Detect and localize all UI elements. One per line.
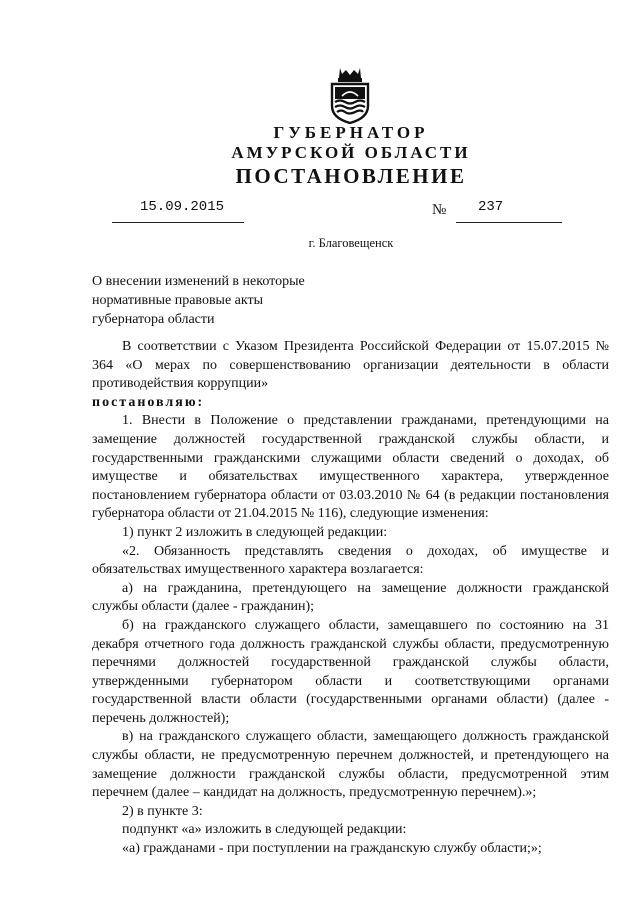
header-title-region: АМУРСКОЙ ОБЛАСТИ: [231, 143, 471, 162]
amur-region-coat-of-arms-icon: [328, 66, 372, 124]
subject-line: О внесении изменений в некоторые: [92, 274, 305, 289]
body-paragraph: «2. Обязанность представлять сведения о доходах, об имуществе и обязательствах имущественного характера возлагается:: [92, 543, 609, 578]
body-paragraph: «а) гражданами - при поступлении на гражданскую службу области;»;: [122, 841, 542, 857]
document-type: ПОСТАНОВЛЕНИЕ: [235, 164, 467, 188]
body-paragraph: подпункт «а» изложить в следующей редакции:: [122, 822, 407, 838]
body-paragraph: 1) пункт 2 изложить в следующей редакции:: [122, 524, 388, 540]
number-underline: [456, 200, 562, 223]
subject-line: губернатора области: [92, 312, 215, 327]
document-body: [92, 338, 609, 859]
document-subject: [92, 272, 392, 329]
issue-city: г. Благовещенск: [308, 236, 394, 250]
decree-word: постановляю:: [92, 394, 205, 410]
header-title-governor: ГУБЕРНАТОР: [273, 123, 429, 142]
body-paragraph: в) на гражданского служащего области, замещающего должность гражданской службы области, не предусмотренную перечнем должностей, и претендующего на замещение должности гражданской службы области, предусмотренной этим перечнем (далее – кандидат на должность, предусмотренную перечнем).»;: [92, 729, 609, 801]
subject-line: нормативные правовые акты: [92, 293, 264, 308]
document-number: 237: [478, 199, 504, 215]
body-paragraph: а) на гражданина, претендующего на замещение должности гражданской службы области (далее - гражданин);: [92, 580, 609, 615]
body-paragraph: 1. Внести в Положение о представлении гражданами, претендующими на замещение должностей государственной гражданской службы области, и государственными гражданскими служащими области сведений о доходах, об имуществе и обязательствах имущественного характера, утвержденное постановлением губернатора области от 03.03.2010 № 64 (в редакции постановления губернатора области от 21.04.2015 № 116), следующие изменения:: [92, 413, 609, 522]
body-paragraph: 2) в пункте 3:: [122, 803, 203, 819]
body-paragraph: В соответствии с Указом Президента Российской Федерации от 15.07.2015 № 364 «О мерах по совершенствованию организации деятельности в области противодействия коррупции»: [92, 339, 609, 392]
number-sign: №: [432, 202, 447, 218]
body-paragraph: б) на гражданского служащего области, замещавшего по состоянию на 31 декабря отчетного года должность гражданской службы области, предусмотренную перечнями должностей государственной гражданской службы области, утвержденными губернатором области и соответствующими органами государственной власти области (государственными органами области) (далее - перечень должностей);: [92, 617, 609, 726]
document-date: 15.09.2015: [140, 199, 225, 215]
